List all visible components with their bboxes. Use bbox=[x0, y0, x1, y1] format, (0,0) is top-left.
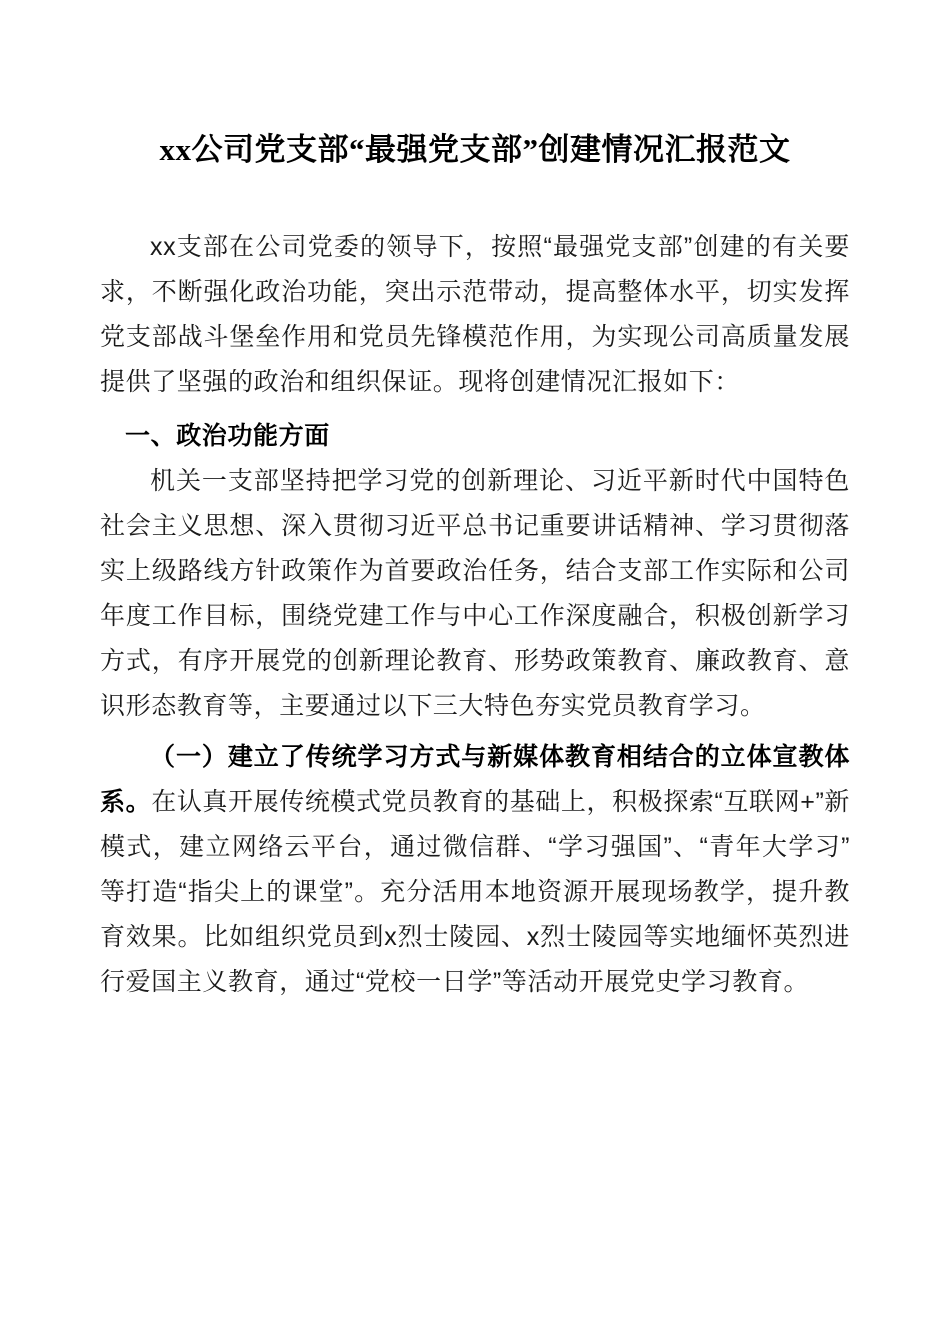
page-content-area bbox=[100, 0, 850, 1005]
subsection-one-body-text: 在认真开展传统模式党员教育的基础上，积极探索“互联网+”新模式，建立网络云平台，通过微信群、“学习强国”、“青年大学习”等打造“指尖上的课堂”。充分活用本地资源开展现场教学，提升教育效果。比如组织党员到x烈士陵园、x烈士陵园等实地缅怀英烈进行爱国主义教育，通过“党校一日学”等活动开展党史学习教育。 bbox=[100, 788, 851, 996]
subsection-one-paragraph bbox=[100, 735, 850, 1005]
page-title: xx公司党支部“最强党支部”创建情况汇报范文 bbox=[159, 132, 791, 167]
section-one-paragraph: 机关一支部坚持把学习党的创新理论、习近平新时代中国特色社会主义思想、深入贯彻习近平总书记重要讲话精神、学习贯彻落实上级路线方针政策作为首要政治任务，结合支部工作实际和公司年度工作目标，围绕党建工作与中心工作深度融合，积极创新学习方式，有序开展党的创新理论教育、形势政策教育、廉政教育、意识形态教育等，主要通过以下三大特色夯实党员教育学习。 bbox=[100, 467, 850, 720]
subsection-one-lead-label: （一）建立了传统学习方式与新媒体教育相结合的立体宣教体系。 bbox=[100, 743, 850, 816]
intro-paragraph: xx支部在公司党委的领导下，按照“最强党支部”创建的有关要求，不断强化政治功能，突出示范带动，提高整体水平，切实发挥党支部战斗堡垒作用和党员先锋模范作用，为实现公司高质量发展提供了坚强的政治和组织保证。现将创建情况汇报如下： bbox=[100, 233, 850, 396]
section-heading-political-function: 一、政治功能方面 bbox=[125, 422, 330, 450]
